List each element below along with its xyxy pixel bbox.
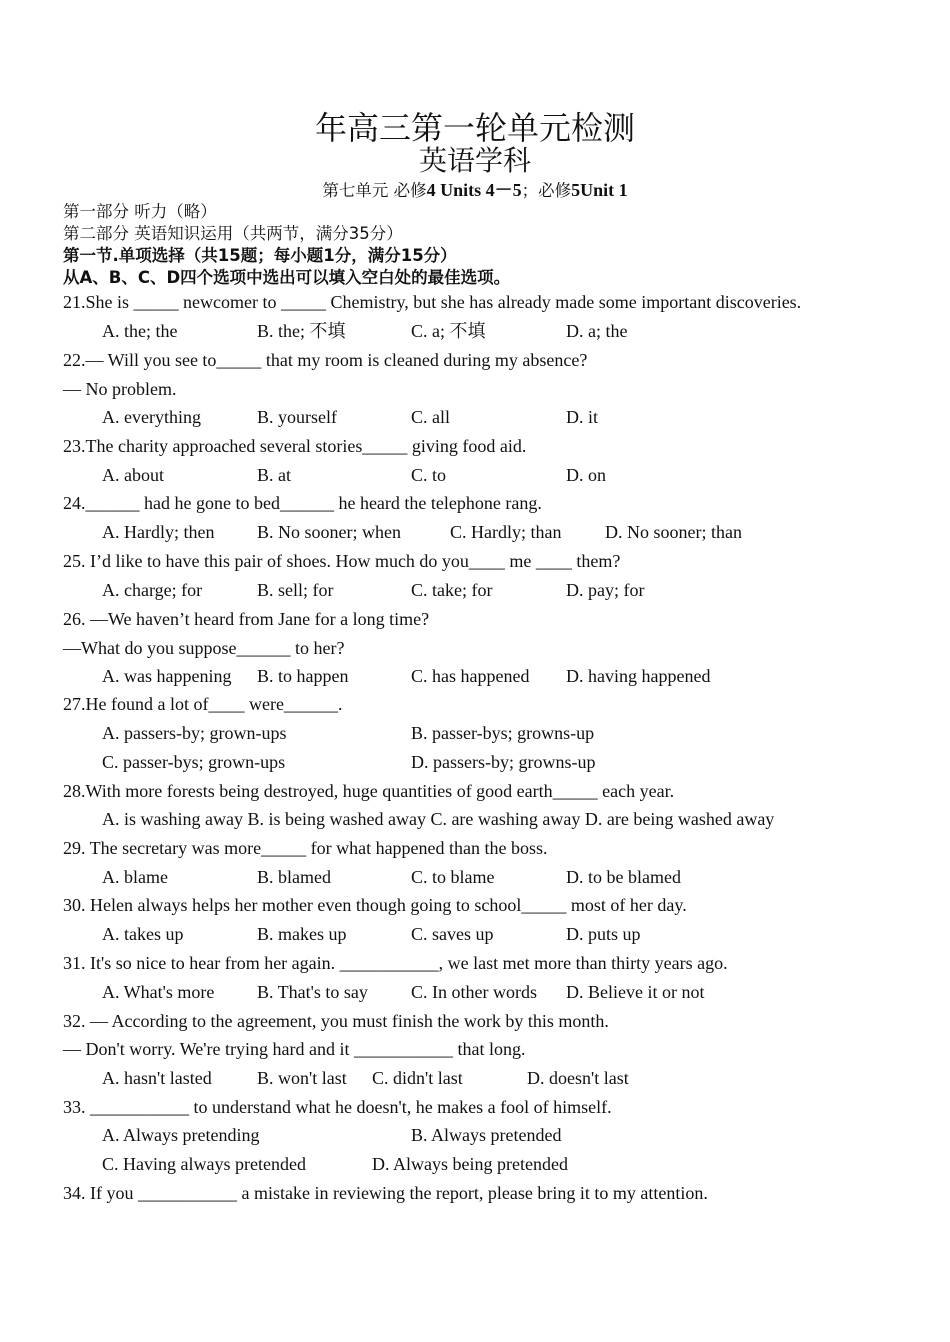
q30-option-a[interactable]: A. takes up [102,924,184,944]
q24-option-c[interactable]: C. Hardly; than [450,522,562,542]
q25-option-b[interactable]: B. sell; for [257,580,334,600]
q24-option-b[interactable]: B. No sooner; when [257,522,401,542]
q25-option-c[interactable]: C. take; for [411,580,493,600]
q31-option-a[interactable]: A. What's more [102,982,215,1002]
q22-option-a[interactable]: A. everything [102,407,201,427]
question-32-stem-2: — Don't worry. We're trying hard and it ___________ that long. [63,1039,526,1059]
q26-option-d[interactable]: D. having happened [566,666,711,686]
q29-option-c[interactable]: C. to blame [411,867,495,887]
question-27-stem: 27.He found a lot of____ were______. [63,694,343,714]
question-32-stem: 32. — According to the agreement, you must finish the work by this month. [63,1011,609,1031]
q25-option-a[interactable]: A. charge; for [102,580,203,600]
q31-option-c[interactable]: C. In other words [411,982,537,1002]
unit-prefix: 第七单元 必修 [322,181,427,200]
q32-option-b[interactable]: B. won't last [257,1068,347,1088]
question-30-stem: 30. Helen always helps her mother even though going to school_____ most of her day. [63,895,687,915]
q33-option-d[interactable]: D. Always being pretended [372,1154,568,1174]
question-23-stem: 23.The charity approached several stories_____ giving food aid. [63,436,527,456]
instruction: 从A、B、C、D四个选项中选出可以填入空白处的最佳选项。 [63,268,511,287]
part2-heading: 第二部分 英语知识运用（共两节，满分35分） [63,224,403,243]
q23-option-a[interactable]: A. about [102,465,164,485]
q22-option-c[interactable]: C. all [411,407,450,427]
question-28-stem: 28.With more forests being destroyed, huge quantities of good earth_____ each year. [63,781,675,801]
q28-options[interactable]: A. is washing away B. is being washed away C. are washing away D. are being washed away [102,809,775,829]
q29-option-a[interactable]: A. blame [102,867,168,887]
q31-option-d[interactable]: D. Believe it or not [566,982,705,1002]
q27-option-b[interactable]: B. passer-bys; growns-up [411,723,595,743]
q33-option-a[interactable]: A. Always pretending [102,1125,260,1145]
question-31-stem: 31. It's so nice to hear from her again. ___________, we last met more than thirty years ago. [63,953,728,973]
question-21-stem: 21.She is _____ newcomer to _____ Chemistry, but she has already made some important discoveries. [63,292,802,312]
question-34-stem: 34. If you ___________ a mistake in reviewing the report, please bring it to my attention. [63,1183,708,1203]
q29-option-b[interactable]: B. blamed [257,867,331,887]
q32-option-a[interactable]: A. hasn't lasted [102,1068,212,1088]
part1-heading: 第一部分 听力（略） [63,202,217,221]
q24-option-d[interactable]: D. No sooner; than [605,522,742,542]
q30-option-b[interactable]: B. makes up [257,924,347,944]
q29-option-d[interactable]: D. to be blamed [566,867,681,887]
unit-bold-2: 5Unit 1 [571,180,628,200]
unit-mid: ；必修 [521,181,572,200]
section1-heading: 第一节.单项选择（共15题；每小题1分，满分15分） [63,246,457,265]
q32-option-c[interactable]: C. didn't last [372,1068,463,1088]
q33-option-b[interactable]: B. Always pretended [411,1125,562,1145]
q23-option-d[interactable]: D. on [566,465,606,485]
exam-title: 年高三第一轮单元检测 [314,110,635,146]
q25-option-d[interactable]: D. pay; for [566,580,645,600]
q30-option-c[interactable]: C. saves up [411,924,494,944]
question-25-stem: 25. I’d like to have this pair of shoes. How much do you____ me ____ them? [63,551,621,571]
question-26-stem: 26. —We haven’t heard from Jane for a long time? [63,609,430,629]
question-26-stem-2: —What do you suppose______ to her? [63,638,345,658]
q26-option-a[interactable]: A. was happening [102,666,232,686]
question-33-stem: 33. ___________ to understand what he doesn't, he makes a fool of himself. [63,1097,612,1117]
unit-bold-1: 4 Units 4－5 [426,180,522,200]
q21-option-a[interactable]: A. the; the [102,321,178,341]
q24-option-a[interactable]: A. Hardly; then [102,522,215,542]
q22-option-d[interactable]: D. it [566,407,599,427]
q21-option-b[interactable]: B. the; 不填 [257,321,346,341]
question-22-stem-2: — No problem. [63,379,177,399]
exam-subject: 英语学科 [418,146,531,177]
q33-option-c[interactable]: C. Having always pretended [102,1154,306,1174]
q23-option-b[interactable]: B. at [257,465,291,485]
q21-option-d[interactable]: D. a; the [566,321,628,341]
question-24-stem: 24.______ had he gone to bed______ he heard the telephone rang. [63,493,542,513]
q30-option-d[interactable]: D. puts up [566,924,641,944]
q27-option-a[interactable]: A. passers-by; grown-ups [102,723,287,743]
question-29-stem: 29. The secretary was more_____ for what happened than the boss. [63,838,548,858]
question-22-stem: 22.— Will you see to_____ that my room is cleaned during my absence? [63,350,588,370]
q22-option-b[interactable]: B. yourself [257,407,337,427]
q27-option-d[interactable]: D. passers-by; growns-up [411,752,596,772]
q23-option-c[interactable]: C. to [411,465,447,485]
q26-option-c[interactable]: C. has happened [411,666,530,686]
q31-option-b[interactable]: B. That's to say [257,982,368,1002]
q26-option-b[interactable]: B. to happen [257,666,349,686]
q21-option-c[interactable]: C. a; 不填 [411,321,486,341]
q27-option-c[interactable]: C. passer-bys; grown-ups [102,752,286,772]
q32-option-d[interactable]: D. doesn't last [527,1068,629,1088]
